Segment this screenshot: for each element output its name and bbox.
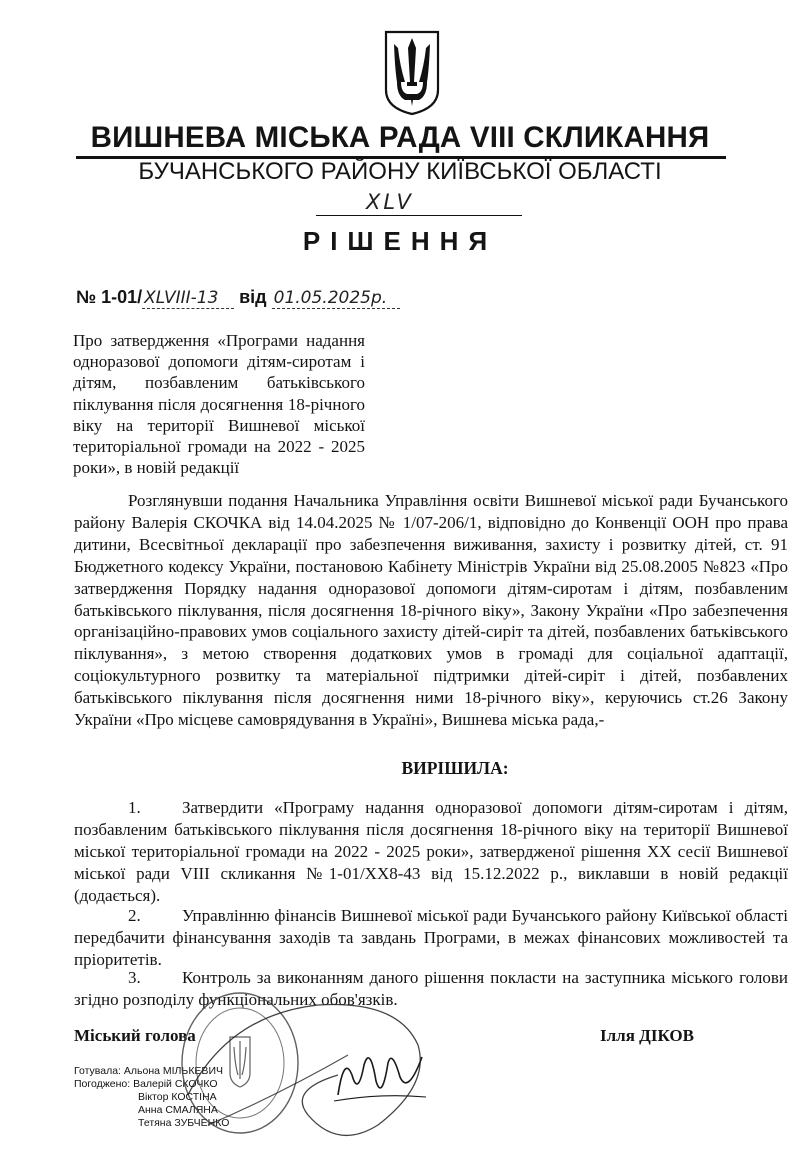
item-text: Управлінню фінансів Вишневої міської ради Бучанського району Київської області передбачити фінансування заходів та завдань Програми, в межах фінансових можливостей та пріоритетів.: [74, 906, 788, 969]
item-number: 3.: [128, 968, 141, 987]
item-number: 2.: [128, 906, 141, 925]
session-number-handwritten: XLV: [366, 190, 414, 214]
council-title: ВИШНЕВА МІСЬКА РАДА VIII СКЛИКАННЯ: [90, 121, 710, 154]
agreed-line: Тетяна ЗУБЧЕНКО: [138, 1117, 230, 1129]
preamble-paragraph: Розглянувши подання Начальника Управління освіти Вишневої міської ради Бучанського району Валерія СКОЧКА від 14.04.2025 № 1/07-206/1, відповідно до Конвенції ООН про права дитини, Всесвітньої декларації про забезпечення виживання, захисту і розвитку дітей, ст. 91 Бюджетного кодексу України, постановою Кабінету Міністрів України від 25.08.2005 №823 «Про затвердження Порядку надання одноразової допомоги дітям-сиротам і дітям, позбавленим батьківського піклування, після досягнення 18-річного віку», Закону України «Про забезпечення організаційно-правових умов соціального захисту дітей-сиріт та дітей, позбавлених батьківського піклування», з метою створення додаткових умов в громаді для соціальної адаптації, соціокультурного розвитку та матеріальної підтримки дітей-сиріт і дітей, позбавлених батьківського піклування після досягнення ними 18-річного віку», керуючись ст.26 Закону України «Про місцеве самоврядування в Україні», Вишнева міська рада,-: [74, 491, 788, 730]
decision-subject: Про затвердження «Програми надання одноразової допомоги дітям-сиротам і дітям, позбавленим батьківського піклування після досягнення 18-річного віку на території Вишневої міської територіальної громади на 2022 - 2025 роки», в новій редакції: [73, 331, 365, 478]
session-underline: [316, 215, 522, 216]
number-prefix: № 1-01/: [76, 287, 143, 307]
agreed-line: Віктор КОСТІНА: [138, 1091, 217, 1103]
decision-item: [74, 905, 788, 971]
prepared-line: Готувала: Альона МІЛЬКЕВИЧ: [74, 1065, 223, 1077]
handwritten-signature: [330, 1035, 430, 1110]
decision-date-handwritten: 01.05.2025р.: [272, 288, 400, 309]
signatory-position: Міський голова: [74, 1026, 196, 1045]
decision-title: РІШЕННЯ: [302, 226, 498, 256]
decision-number-handwritten: XLVIII-13: [142, 288, 234, 309]
resolved-heading: ВИРІШИЛА:: [401, 758, 509, 778]
item-text: Затвердити «Програму надання одноразової допомоги дітям-сиротам і дітям, позбавленим батьківського піклування після досягнення 18-річного віку на території Вишневої міської територіальної громади на 2022 - 2025 роки», затвердженої рішення ХХ сесії Вишневої міської ради VIII скликання №1-01/ХХ8-43 від 15.12.2022 р., виклавши в новій редакції (додається).: [74, 798, 788, 905]
decision-number-line: [76, 287, 400, 309]
item-text: Контроль за виконанням даного рішення покласти на заступника міського голови згідно розподілу функціональних обов'язків.: [74, 968, 788, 1009]
date-prefix: від: [239, 287, 267, 307]
coat-of-arms-icon: [383, 30, 441, 116]
decision-item: [74, 797, 788, 907]
agreed-line: Погоджено: Валерій СКОЧКО: [74, 1078, 218, 1090]
signatory-name: Ілля ДІКОВ: [600, 1026, 694, 1045]
council-subtitle: БУЧАНСЬКОГО РАЙОНУ КИЇВСЬКОЇ ОБЛАСТІ: [138, 158, 662, 185]
item-number: 1.: [128, 798, 141, 817]
agreed-line: Анна СМАЛЯНА: [138, 1104, 218, 1116]
